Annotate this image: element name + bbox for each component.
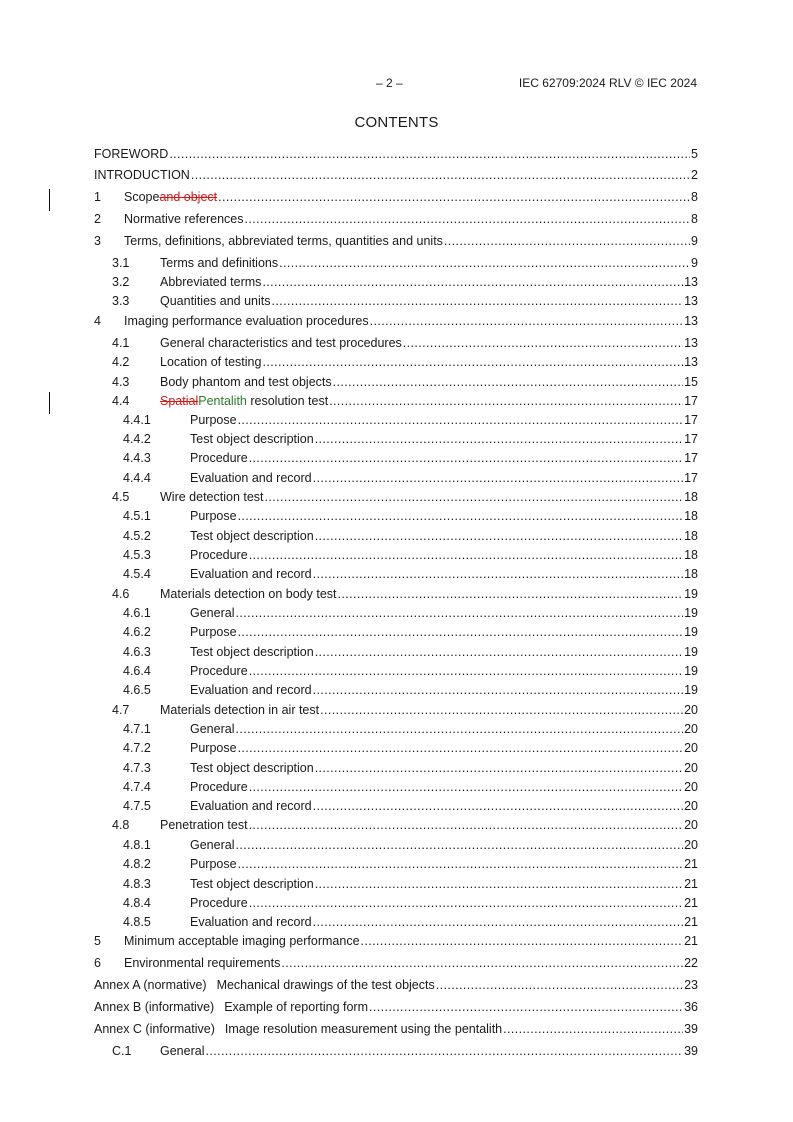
toc-entry-number: 3 [94,234,101,248]
toc-entry-page: 21 [684,896,698,910]
toc-entry-6[interactable] [94,955,698,971]
dot-leader [329,393,683,409]
toc-entry-4-4-3[interactable] [94,450,698,466]
toc-entry-number: 6 [94,956,101,970]
toc-entry-label: Test object description [190,761,314,775]
toc-entry-annex-b[interactable] [94,999,698,1015]
toc-entry-number: 4.5.2 [123,529,151,543]
toc-entry-page: 22 [684,956,698,970]
toc-entry-4-1[interactable] [94,335,698,351]
toc-entry-number: 4.2 [112,355,130,369]
dot-leader [313,914,683,930]
dot-leader [238,508,684,524]
toc-entry-label: Procedure [190,548,248,562]
toc-entry-number: 4.6.1 [123,606,151,620]
change-bar [49,189,50,211]
toc-entry-number: 4.6.2 [123,625,151,639]
toc-entry-page: 13 [684,355,698,369]
dot-leader [245,211,691,227]
toc-entry-label: Imaging performance evaluation procedures [124,314,369,328]
toc-entry-page: 20 [684,722,698,736]
toc-entry-label: Purpose [190,413,237,427]
toc-entry-number: 4.7.5 [123,799,151,813]
toc-entry-label: General [190,606,235,620]
toc-entry-label: Procedure [190,780,248,794]
toc-entry-4-8-2[interactable] [94,856,698,872]
toc-entry-number: 4.4.4 [123,471,151,485]
toc-entry-page: 20 [684,761,698,775]
dot-leader [361,933,684,949]
toc-entry-1[interactable] [94,189,698,205]
toc-entry-number: Annex A (normative) [94,978,207,992]
toc-entry-label: Quantities and units [160,294,271,308]
toc-entry-number: 4.6.4 [123,664,151,678]
toc-entry-4-7-4[interactable] [94,779,698,795]
toc-entry-label: Image resolution measurement using the pentalith [224,1022,503,1036]
toc-entry-number: 4 [94,314,101,328]
toc-entry-label: Abbreviated terms [160,275,262,289]
toc-entry-label: Normative references [124,212,244,226]
dot-leader [191,167,690,183]
toc-entry-number: 4.1 [112,336,130,350]
page-header [0,76,793,92]
toc-entry-4-4-4[interactable] [94,470,698,486]
toc-entry-label: Minimum acceptable imaging performance [124,934,360,948]
toc-entry-page: 13 [684,294,698,308]
dot-leader [205,1043,683,1059]
toc-entry-number: 4.4.2 [123,432,151,446]
toc-entry-page: 21 [684,915,698,929]
toc-entry-page: 17 [684,432,698,446]
toc-entry-4-6-4[interactable] [94,663,698,679]
dot-leader [249,895,683,911]
toc-entry-4-7-5[interactable] [94,798,698,814]
toc-entry-page: 2 [691,168,698,182]
toc-entry-4-7[interactable] [94,702,698,718]
dot-leader [279,255,690,271]
toc-entry-number: Annex B (informative) [94,1000,215,1014]
toc-entry-page: 20 [684,780,698,794]
dot-leader [218,189,690,205]
toc-entry-label: Materials detection in air test [160,703,320,717]
deleted-text: Spatial [160,394,199,408]
page-number: – 2 – [376,76,403,90]
toc-entry-4-8-1[interactable] [94,837,698,853]
dot-leader [238,856,684,872]
dot-leader [249,817,684,833]
toc-entry-number: 4.7.2 [123,741,151,755]
toc-entry-number: 1 [94,190,101,204]
toc-entry-4-6-3[interactable] [94,644,698,660]
toc-entry-label: Purpose [190,857,237,871]
toc-entry-label: FOREWORD [94,147,169,161]
toc-entry-number: 4.7.1 [123,722,151,736]
toc-entry-page: 21 [684,857,698,871]
toc-entry-number: 4.4 [112,394,130,408]
deleted-text: and object [159,190,218,204]
toc-entry-page: 21 [684,934,698,948]
toc-entry-number: 4.8 [112,818,130,832]
dot-leader [249,779,683,795]
toc-entry-label: Mechanical drawings of the test objects [216,978,435,992]
dot-leader [313,682,683,698]
dot-leader [444,233,690,249]
toc-entry-label: Environmental requirements [124,956,281,970]
toc-entry-number: 4.6.3 [123,645,151,659]
toc-entry-4[interactable] [94,313,698,329]
toc-entry-number: 4.5 [112,490,130,504]
toc-entry-3-1[interactable] [94,255,698,271]
toc-entry-4-7-2[interactable] [94,740,698,756]
dot-leader [249,450,683,466]
toc-entry-label: Example of reporting form [224,1000,368,1014]
toc-entry-4-5-3[interactable] [94,547,698,563]
toc-entry-label: Materials detection on body test [160,587,337,601]
toc-entry-number: C.1 [112,1044,132,1058]
toc-entry-4-2[interactable] [94,354,698,370]
dot-leader [313,798,683,814]
inserted-text: Pentalith [198,394,247,408]
toc-entry-page: 17 [684,471,698,485]
toc-entry-5[interactable] [94,933,698,949]
toc-entry-4-8-4[interactable] [94,895,698,911]
toc-entry-4-8-5[interactable] [94,914,698,930]
toc-entry-number: 4.8.4 [123,896,151,910]
toc-entry-page: 23 [684,978,698,992]
toc-entry-number: 4.8.3 [123,877,151,891]
toc-entry-page: 19 [684,683,698,697]
dot-leader [315,431,683,447]
toc-entry-4-4-2[interactable] [94,431,698,447]
dot-leader [313,566,683,582]
toc-entry-4-7-3[interactable] [94,760,698,776]
dot-leader [338,586,684,602]
toc-entry-4-3[interactable] [94,374,698,390]
toc-entry-page: 13 [684,275,698,289]
dot-leader [315,644,683,660]
toc-entry-page: 19 [684,645,698,659]
toc-entry-4-8[interactable] [94,817,698,833]
toc-entry-number: 4.6.5 [123,683,151,697]
toc-entry-page: 17 [684,451,698,465]
toc-entry-page: 19 [684,625,698,639]
dot-leader [235,721,683,737]
toc-entry-page: 20 [684,818,698,832]
dot-leader [238,412,684,428]
toc-entry-label: Test object description [190,529,314,543]
toc-entry-number: 2 [94,212,101,226]
toc-entry-4-5-2[interactable] [94,528,698,544]
toc-entry-page: 20 [684,799,698,813]
toc-entry-4-8-3[interactable] [94,876,698,892]
toc-entry-number: 5 [94,934,101,948]
toc-entry-label: Location of testing [160,355,262,369]
toc-entry-number: 4.5.3 [123,548,151,562]
toc-entry-page: 13 [684,314,698,328]
toc-entry-page: 19 [684,587,698,601]
toc-entry-page: 18 [684,509,698,523]
toc-entry-page: 21 [684,877,698,891]
toc-entry-number: 4.7.3 [123,761,151,775]
toc-entry-label: Evaluation and record [190,799,312,813]
toc-entry-number: 4.5.1 [123,509,151,523]
dot-leader [315,760,683,776]
dot-leader [272,293,684,309]
dot-leader [262,354,683,370]
toc-entry-4-5-4[interactable] [94,566,698,582]
dot-leader [315,528,683,544]
dot-leader [281,955,683,971]
toc-entry-label: resolution test [246,394,329,408]
toc-entry-label: Penetration test [160,818,248,832]
toc-entry-4-6[interactable] [94,586,698,602]
toc-entry-page: 20 [684,703,698,717]
toc-entry-annex-a[interactable] [94,977,698,993]
toc-entry-label: General characteristics and test procedures [160,336,402,350]
toc-entry-4-6-1[interactable] [94,605,698,621]
toc-entry-introduction[interactable] [94,167,698,183]
toc-entry-number: 3.2 [112,275,130,289]
toc-entry-page: 19 [684,606,698,620]
toc-entry-page: 39 [684,1022,698,1036]
toc-entry-number: 4.8.1 [123,838,151,852]
toc-entry-label: General [190,722,235,736]
dot-leader [235,605,683,621]
toc-entry-number: 4.4.1 [123,413,151,427]
dot-leader [503,1021,683,1037]
toc-entry-label: Test object description [190,645,314,659]
toc-entry-page: 18 [684,567,698,581]
dot-leader [249,663,683,679]
toc-entry-page: 17 [684,413,698,427]
toc-entry-label: General [190,838,235,852]
toc-entry-page: 17 [684,394,698,408]
toc-entry-number: Annex C (informative) [94,1022,215,1036]
toc-entry-4-5[interactable] [94,489,698,505]
dot-leader [320,702,683,718]
toc-entry-label: Purpose [190,625,237,639]
toc-entry-page: 20 [684,838,698,852]
toc-entry-page: 18 [684,529,698,543]
toc-entry-3-3[interactable] [94,293,698,309]
toc-entry-label: Evaluation and record [190,471,312,485]
toc-entry-number: 3.3 [112,294,130,308]
toc-entry-4-6-2[interactable] [94,624,698,640]
toc-entry-label: Purpose [190,741,237,755]
toc-entry-page: 8 [691,190,698,204]
toc-entry-page: 8 [691,212,698,226]
toc-entry-page: 18 [684,490,698,504]
toc-entry-number: 4.3 [112,375,130,389]
toc-entry-page: 9 [691,234,698,248]
toc-entry-number: 3.1 [112,256,130,270]
toc-entry-4-5-1[interactable] [94,508,698,524]
toc-entry-page: 5 [691,147,698,161]
dot-leader [262,274,683,290]
change-bar [49,392,50,414]
toc-entry-number: 4.8.2 [123,857,151,871]
toc-entry-3[interactable] [94,233,698,249]
toc-entry-label: Scope [124,190,160,204]
toc-entry-number: 4.8.5 [123,915,151,929]
dot-leader [313,470,683,486]
page-title: CONTENTS [354,114,439,131]
toc-entry-page: 20 [684,741,698,755]
toc-entry-label: Evaluation and record [190,915,312,929]
toc-entry-label: Purpose [190,509,237,523]
toc-entry-number: 4.4.3 [123,451,151,465]
toc-entry-number: 4.7.4 [123,780,151,794]
toc-entry-page: 9 [691,256,698,270]
toc-entry-2[interactable] [94,211,698,227]
toc-entry-number: 4.5.4 [123,567,151,581]
toc-entry-page: 19 [684,664,698,678]
toc-entry-label: Body phantom and test objects [160,375,332,389]
toc-entry-label: General [160,1044,205,1058]
toc-entry-number: 4.7 [112,703,130,717]
toc-entry-label: Terms, definitions, abbreviated terms, quantities and units [124,234,443,248]
dot-leader [436,977,683,993]
toc-entry-page: 13 [684,336,698,350]
toc-entry-label: Test object description [190,877,314,891]
dot-leader [333,374,683,390]
toc-entry-4-4[interactable] [94,393,698,409]
dot-leader [169,146,690,162]
toc-entry-label: Procedure [190,664,248,678]
toc-entry-4-6-5[interactable] [94,682,698,698]
toc-entry-c-1[interactable] [94,1043,698,1059]
toc-entry-page: 36 [684,1000,698,1014]
toc-entry-page: 18 [684,548,698,562]
toc-entry-label: Procedure [190,451,248,465]
toc-entry-label: Evaluation and record [190,567,312,581]
toc-entry-label: Test object description [190,432,314,446]
toc-entry-page: 39 [684,1044,698,1058]
document-reference: IEC 62709:2024 RLV © IEC 2024 [518,76,697,90]
dot-leader [235,837,683,853]
dot-leader [265,489,684,505]
toc-entry-page: 15 [684,375,698,389]
toc-entry-4-4-1[interactable] [94,412,698,428]
toc-entry-number: 4.6 [112,587,130,601]
dot-leader [370,313,684,329]
toc-entry-label: Wire detection test [160,490,264,504]
toc-entry-3-2[interactable] [94,274,698,290]
toc-entry-4-7-1[interactable] [94,721,698,737]
dot-leader [249,547,683,563]
toc-entry-label: Evaluation and record [190,683,312,697]
toc-entry-label: Terms and definitions [160,256,279,270]
dot-leader [403,335,683,351]
toc-entry-label: Procedure [190,896,248,910]
dot-leader [315,876,683,892]
dot-leader [238,624,684,640]
toc-entry-annex-c[interactable] [94,1021,698,1037]
dot-leader [238,740,684,756]
dot-leader [369,999,683,1015]
toc-entry-foreword[interactable] [94,146,698,162]
toc-entry-label: INTRODUCTION [94,168,190,182]
